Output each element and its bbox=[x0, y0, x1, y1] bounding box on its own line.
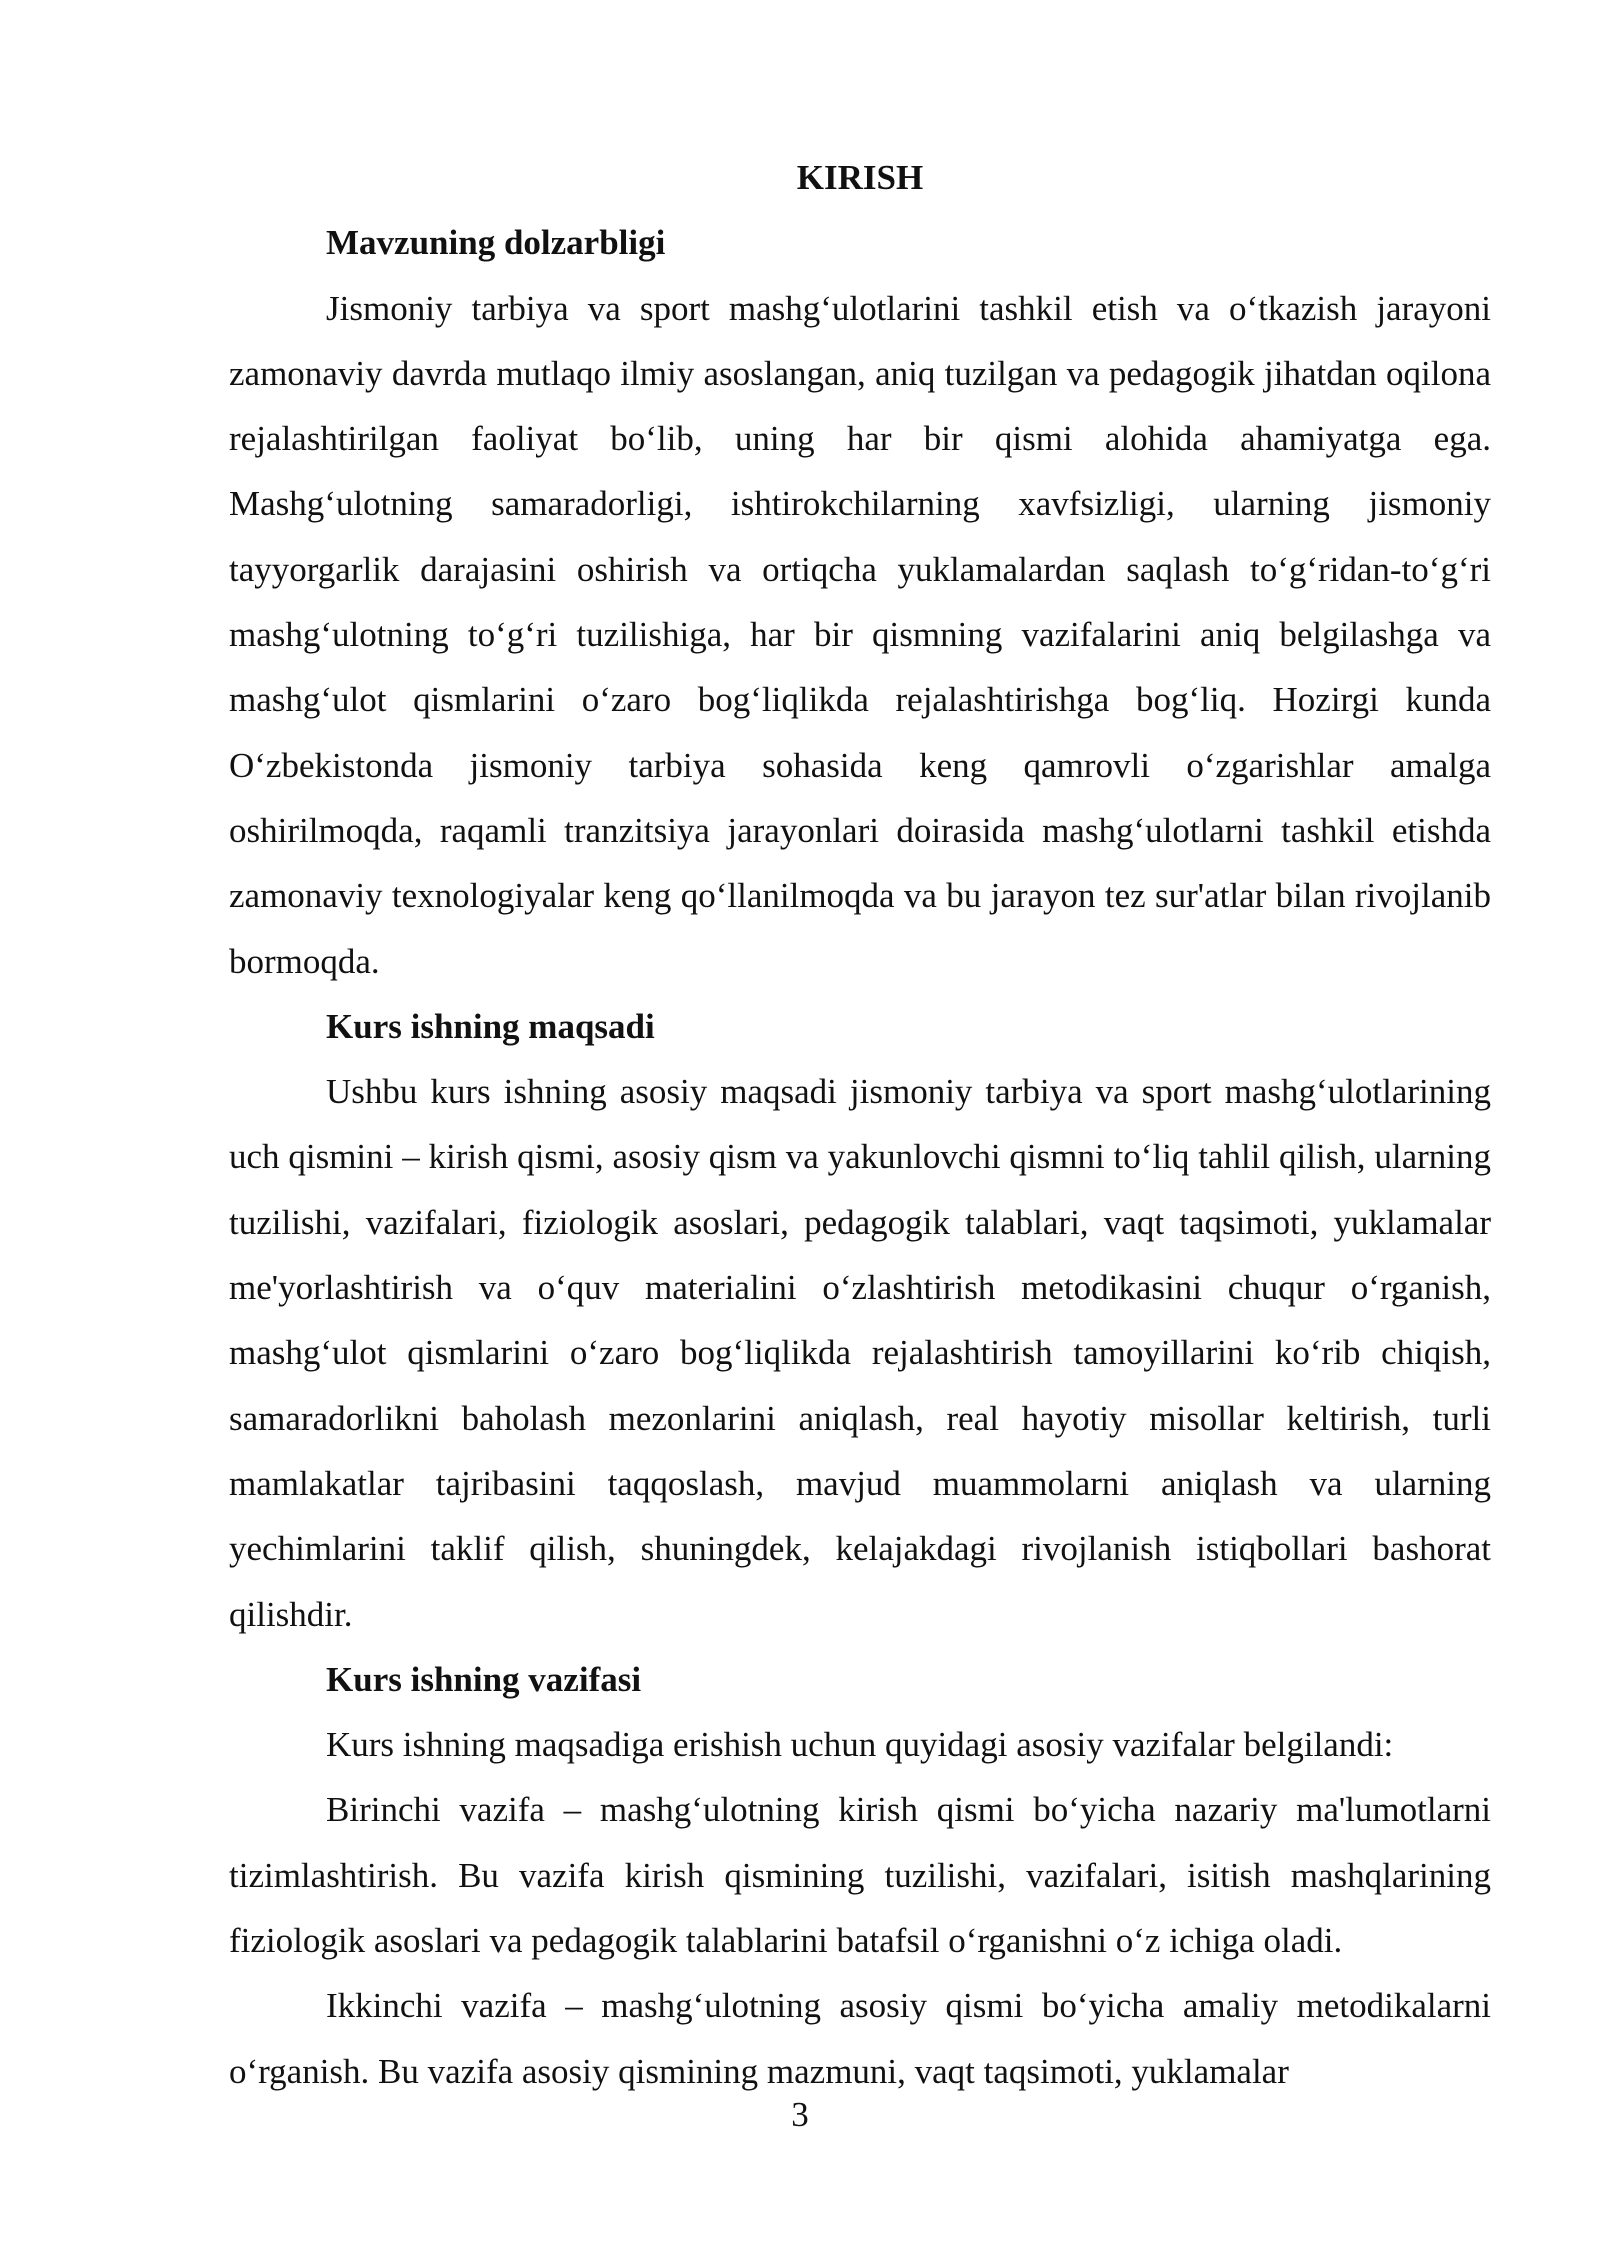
paragraph-tasks-intro: Kurs ishning maqsadiga erishish uchun quyidagi asosiy vazifalar belgilandi: bbox=[326, 1725, 1394, 1765]
section-heading-relevance: Mavzuning dolzarbligi bbox=[326, 223, 666, 263]
paragraph-task-two: Ikkinchi vazifa – mashg‘ulotning asosiy qismi bo‘yicha amaliy metodikalarni o‘rganish. Bu vazifa asosiy qismining mazmuni, vaqt taqsimoti, yuklamalar bbox=[229, 1986, 1491, 2091]
page-title: KIRISH bbox=[796, 158, 924, 197]
section-heading-tasks: Kurs ishning vazifasi bbox=[326, 1659, 642, 1699]
page-number: 3 bbox=[791, 2095, 809, 2134]
page-content bbox=[229, 145, 1491, 2104]
section-heading-goal: Kurs ishning maqsadi bbox=[326, 1006, 655, 1046]
paragraph-goal: Ushbu kurs ishning asosiy maqsadi jismoniy tarbiya va sport mashg‘ulotlarining uch qismini – kirish qismi, asosiy qism va yakunlovchi qismni to‘liq tahlil qilish, ularning tuzilishi, vazifalari, fiziologik asoslari, pedagogik talablari, vaqt taqsimoti, yuklamalar me'yorlashtirish va o‘quv materialini o‘zlashtirish metodikasini chuqur o‘rganish, mashg‘ulot qismlarini o‘zaro bog‘liqlikda rejalashtirish tamoyillarini ko‘rib chiqish, samaradorlikni baholash mezonlarini aniqlash, real hayotiy misollar keltirish, turli mamlakatlar tajribasini taqqoslash, mavjud muammolarni aniqlash va ularning yechimlarini taklif qilish, shuningdek, kelajakdagi rivojlanish istiqbollari bashorat qilishdir. bbox=[229, 1072, 1491, 1634]
paragraph-relevance: Jismoniy tarbiya va sport mashg‘ulotlarini tashkil etish va o‘tkazish jarayoni zamonaviy davrda mutlaqo ilmiy asoslangan, aniq tuzilgan va pedagogik jihatdan oqilona rejalashtirilgan faoliyat bo‘lib, uning har bir qismi alohida ahamiyatga ega. Mashg‘ulotning samaradorligi, ishtirokchilarning xavfsizligi, ularning jismoniy tayyorgarlik darajasini oshirish va ortiqcha yuklamalardan saqlash to‘g‘ridan-to‘g‘ri mashg‘ulotning to‘g‘ri tuzilishiga, har bir qismning vazifalarini aniq belgilashga va mashg‘ulot qismlarini o‘zaro bog‘liqlikda rejalashtirishga bog‘liq. Hozirgi kunda O‘zbekistonda jismoniy tarbiya sohasida keng qamrovli o‘zgarishlar amalga oshirilmoqda, raqamli tranzitsiya jarayonlari doirasida mashg‘ulotlarni tashkil etishda zamonaviy texnologiyalar keng qo‘llanilmoqda va bu jarayon tez sur'atlar bilan rivojlanib bormoqda. bbox=[229, 288, 1491, 981]
paragraph-task-one: Birinchi vazifa – mashg‘ulotning kirish qismi bo‘yicha nazariy ma'lumotlarni tizimlashtirish. Bu vazifa kirish qismining tuzilishi, vazifalari, isitish mashqlarining fiziologik asoslari va pedagogik talablarini batafsil o‘rganishni o‘z ichiga oladi. bbox=[229, 1790, 1491, 1961]
